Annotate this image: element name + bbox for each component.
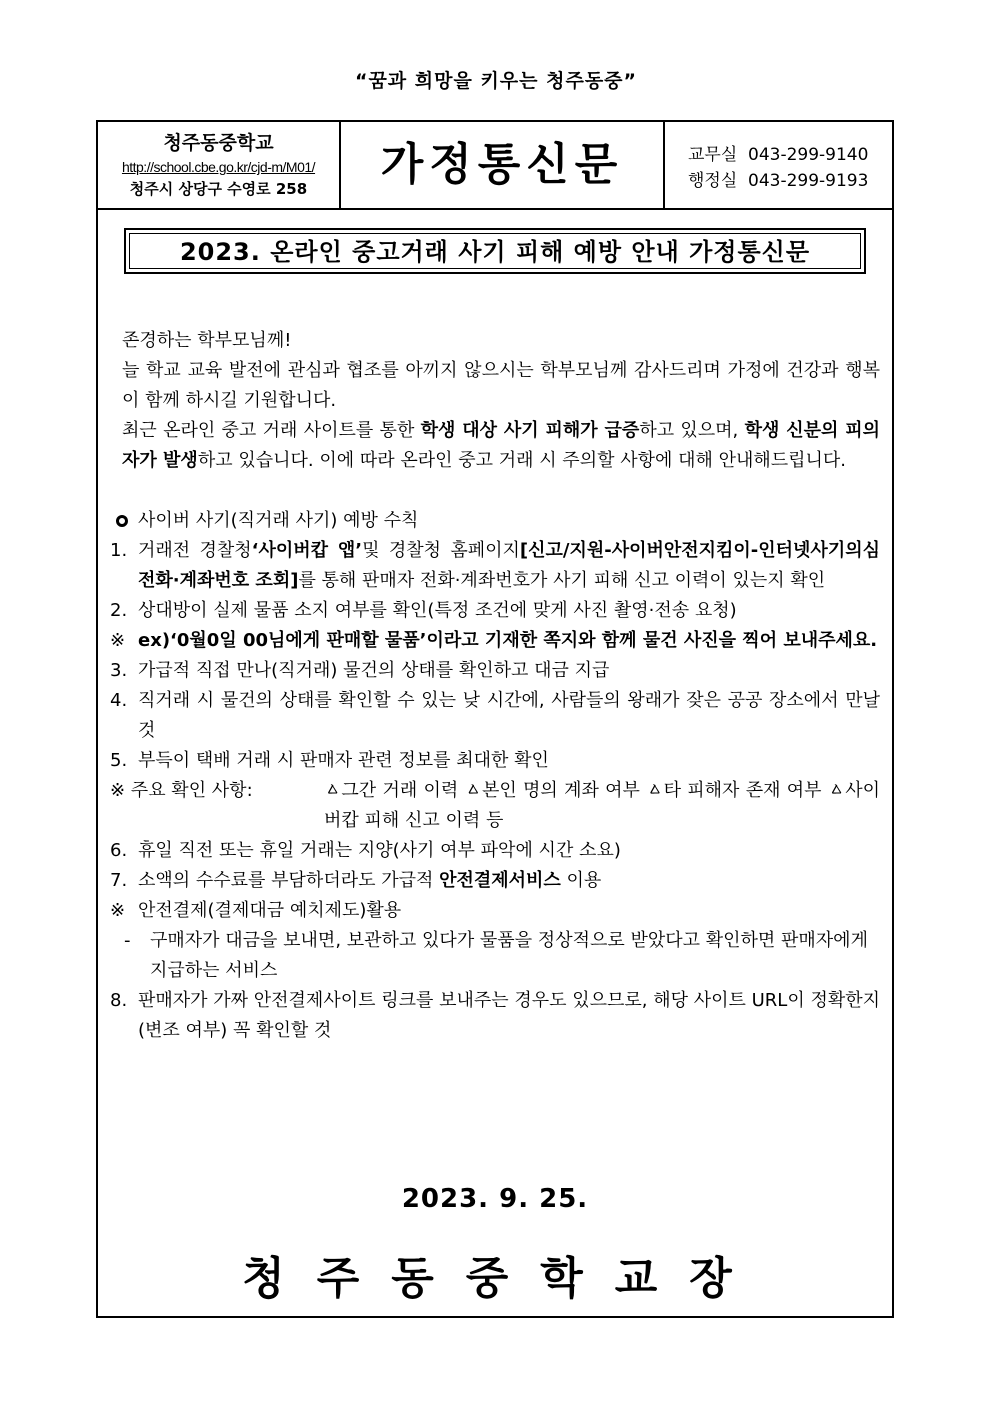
text-run: 최근 온라인 중고 거래 사이트를 통한 [122, 420, 421, 441]
text-run: 하고 있으며, [639, 420, 745, 441]
item-number: 7. [110, 870, 128, 891]
note-item [110, 776, 880, 836]
text-run-bold: ‘사이버캅 앱’ [251, 540, 363, 561]
item-text: 직거래 시 물건의 상태를 확인할 수 있는 낮 시간에, 사람들의 왕래가 잦은 공공 장소에서 만날 것 [138, 690, 880, 741]
principal-signature: 청주동중학교장 [242, 1253, 764, 1304]
school-address: 청주시 상당구 수영로 258 [129, 180, 308, 198]
contact-row [688, 168, 868, 194]
contact-label: 교무실 [688, 145, 738, 165]
greeting: 존경하는 학부모님께! [122, 330, 292, 351]
notice-title-box [124, 228, 866, 274]
school-info [98, 122, 341, 208]
note-text: ex)‘0월0일 00님에게 판매할 물품’이라고 기재한 쪽지와 함께 물건 사진을 찍어 보내주세요. [138, 630, 878, 651]
item-text: 휴일 직전 또는 휴일 거래는 지양(사기 여부 파악에 시간 소요) [138, 840, 621, 861]
school-url-link[interactable]: http://school.cbe.go.kr/cjd-m/M01/ [121, 159, 316, 175]
contact-info [688, 142, 868, 194]
note-text: ㅿ그간 거래 이력 ㅿ본인 명의 계좌 여부 ㅿ타 피해자 존재 여부 ㅿ사이버캅 피해 신고 이력 등 [324, 780, 880, 831]
text-run-bold: 학생 신분의 피의자가 발생 [122, 420, 881, 471]
item-text: 판매자가 가짜 안전결제사이트 링크를 보내주는 경우도 있으므로, 해당 사이트 URL이 정확한지(변조 여부) 꼭 확인할 것 [138, 990, 881, 1041]
note-text: 안전결제(결제대금 예치제도)활용 [138, 900, 402, 921]
list-item [110, 686, 880, 746]
note-mark: ※ [110, 630, 126, 651]
contact-phone: 043-299-9193 [748, 171, 869, 191]
text-run-bold: 학생 대상 사기 피해가 급증 [420, 420, 640, 441]
item-text: 상대방이 실제 물품 소지 여부를 확인(특정 조건에 맞게 사진 촬영·전송 요청) [138, 600, 737, 621]
text-run: 소액의 수수료를 부담하더라도 가급적 [138, 870, 440, 891]
notice-title: 2023. 온라인 중고거래 사기 피해 예방 안내 가정통신문 [129, 233, 861, 269]
text-run: 이용 [560, 870, 602, 891]
text-run: 하고 있습니다. 이에 따라 온라인 중고 거래 시 주의할 사항에 대해 안내해드립니다. [197, 450, 847, 471]
contact-label: 행정실 [688, 171, 738, 191]
note-mark: ※ 주요 확인 사항: [110, 780, 253, 801]
list-item [110, 866, 880, 896]
school-name: 청주동중학교 [163, 132, 274, 154]
item-number: 8. [110, 990, 128, 1011]
list-item [110, 836, 880, 866]
text-run: 및 경찰청 홈페이지 [362, 540, 520, 561]
item-number: 2. [110, 600, 128, 621]
issue-date: 2023. 9. 25. [401, 1184, 589, 1214]
list-item [110, 986, 880, 1046]
item-text: 부득이 택배 거래 시 판매자 관련 정보를 최대한 확인 [138, 750, 549, 771]
newsletter-banner: 가정통신문 [341, 122, 665, 208]
text-run: 거래전 경찰청 [138, 540, 252, 561]
list-item [110, 746, 880, 776]
section-heading [110, 506, 880, 536]
text-run-bold: 안전결제서비스 [439, 870, 561, 891]
item-text [138, 866, 880, 896]
item-text: 가급적 직접 만나(직거래) 물건의 상태를 확인하고 대금 지급 [138, 660, 610, 681]
note-item [110, 626, 880, 656]
contact-row [688, 142, 868, 168]
list-item [110, 536, 880, 596]
circle-bullet-icon [116, 515, 128, 527]
list-item [110, 596, 880, 626]
dash-mark: - [124, 930, 131, 951]
item-number: 4. [110, 690, 128, 711]
intro-paragraph-2 [110, 416, 880, 476]
item-number: 6. [110, 840, 128, 861]
list-item [110, 656, 880, 686]
intro-paragraph: 늘 학교 교육 발전에 관심과 협조를 아끼지 않으시는 학부모님께 감사드리며 가정에 건강과 행복이 함께 하시길 기원합니다. [122, 360, 880, 411]
item-number: 5. [110, 750, 128, 771]
dash-text: 구매자가 대금을 보내면, 보관하고 있다가 물품을 정상적으로 받았다고 확인하면 판매자에게 지급하는 서비스 [150, 930, 868, 981]
item-text [138, 536, 880, 596]
newsletter-frame [96, 120, 894, 1318]
note-mark: ※ [110, 900, 126, 921]
text-run: 를 통해 판매자 전화·계좌번호가 사기 피해 신고 이력이 있는지 확인 [298, 570, 826, 591]
item-number: 1. [110, 540, 128, 561]
contact-phone: 043-299-9140 [748, 145, 869, 165]
notice-body [110, 326, 880, 1046]
section-title: 사이버 사기(직거래 사기) 예방 수칙 [138, 510, 419, 531]
note-item [110, 896, 880, 926]
newsletter-header [98, 122, 892, 210]
school-motto: “꿈과 희망을 키우는 청주동중” [354, 70, 638, 92]
text-run-bold: [신고/지원-사이버안전지킴이-인터넷사기의심전화·계좌번호 조회] [138, 540, 880, 591]
dash-item [110, 926, 880, 986]
item-number: 3. [110, 660, 128, 681]
